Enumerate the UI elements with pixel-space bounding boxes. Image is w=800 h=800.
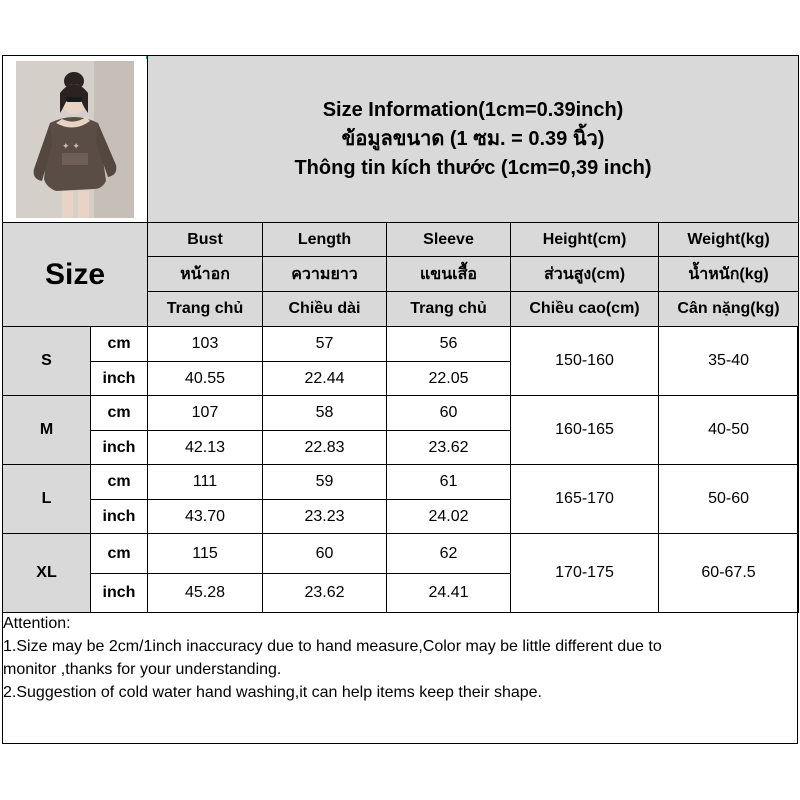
height-range: 160-165 [511,396,659,465]
unit-inch: inch [91,574,148,613]
unit-inch: inch [91,500,148,534]
col-length-vi: Chiều dài [263,292,387,327]
col-length-en: Length [263,223,387,257]
col-weight-th: น้ำหนัก(kg) [659,257,799,292]
bust-inch: 40.55 [148,362,263,396]
unit-cm: cm [91,396,148,431]
col-bust-en: Bust [148,223,263,257]
col-bust-vi: Trang chủ [148,292,263,327]
bust-cm: 111 [148,465,263,500]
length-inch: 22.44 [263,362,387,396]
length-cm: 58 [263,396,387,431]
sleeve-cm: 61 [387,465,511,500]
model-illustration [16,61,134,218]
col-sleeve-th: แขนเสื้อ [387,257,511,292]
sleeve-inch: 22.05 [387,362,511,396]
unit-inch: inch [91,431,148,465]
bust-cm: 107 [148,396,263,431]
col-height-th: ส่วนสูง(cm) [511,257,659,292]
sleeve-inch: 23.62 [387,431,511,465]
attention-note-1-cont: monitor ,thanks for your understanding. [3,661,282,678]
length-inch: 22.83 [263,431,387,465]
product-photo-cell [3,56,148,223]
height-range: 165-170 [511,465,659,534]
size-chart-table [2,55,799,613]
bust-cm: 115 [148,534,263,574]
col-bust-th: หน้าอก [148,257,263,292]
attention-title: Attention: [3,615,71,632]
size-header: Size [3,223,148,327]
col-sleeve-en: Sleeve [387,223,511,257]
col-weight-vi: Cân nặng(kg) [659,292,799,327]
attention-note-1: 1.Size may be 2cm/1inch inaccuracy due to hand measure,Color may be little different due to [3,638,662,655]
unit-inch: inch [91,362,148,396]
attention-notes [3,612,793,704]
info-title-en: Size Information(1cm=0.39inch) [322,98,624,121]
bust-inch: 43.70 [148,500,263,534]
size-m-label: M [3,396,91,465]
weight-range: 50-60 [659,465,799,534]
col-length-th: ความยาว [263,257,387,292]
col-sleeve-vi: Trang chủ [387,292,511,327]
weight-range: 40-50 [659,396,799,465]
length-cm: 59 [263,465,387,500]
length-cm: 60 [263,534,387,574]
col-weight-en: Weight(kg) [659,223,799,257]
unit-cm: cm [91,327,148,362]
bust-inch: 42.13 [148,431,263,465]
unit-cm: cm [91,534,148,574]
unit-cm: cm [91,465,148,500]
weight-range: 35-40 [659,327,799,396]
sleeve-cm: 60 [387,396,511,431]
bust-cm: 103 [148,327,263,362]
info-title-th: ข้อมูลขนาด (1 ซม. = 0.39 นิ้ว) [341,127,605,150]
sleeve-cm: 56 [387,327,511,362]
svg-text:✦ ✦: ✦ ✦ [62,141,80,152]
height-range: 150-160 [511,327,659,396]
size-s-label: S [3,327,91,396]
info-title-vi: Thông tin kích thước (1cm=0,39 inch) [294,156,652,179]
model-in-sweatshirt-photo [16,61,134,218]
sleeve-cm: 62 [387,534,511,574]
size-l-label: L [3,465,91,534]
length-cm: 57 [263,327,387,362]
size-xl-label: XL [3,534,91,613]
height-range: 170-175 [511,534,659,613]
bust-inch: 45.28 [148,574,263,613]
sleeve-inch: 24.02 [387,500,511,534]
col-height-en: Height(cm) [511,223,659,257]
attention-note-2: 2.Suggestion of cold water hand washing,it can help items keep their shape. [3,684,542,701]
col-height-vi: Chiều cao(cm) [511,292,659,327]
length-inch: 23.62 [263,574,387,613]
sleeve-inch: 24.41 [387,574,511,613]
size-info-header [148,56,799,223]
weight-range: 60-67.5 [659,534,799,613]
length-inch: 23.23 [263,500,387,534]
